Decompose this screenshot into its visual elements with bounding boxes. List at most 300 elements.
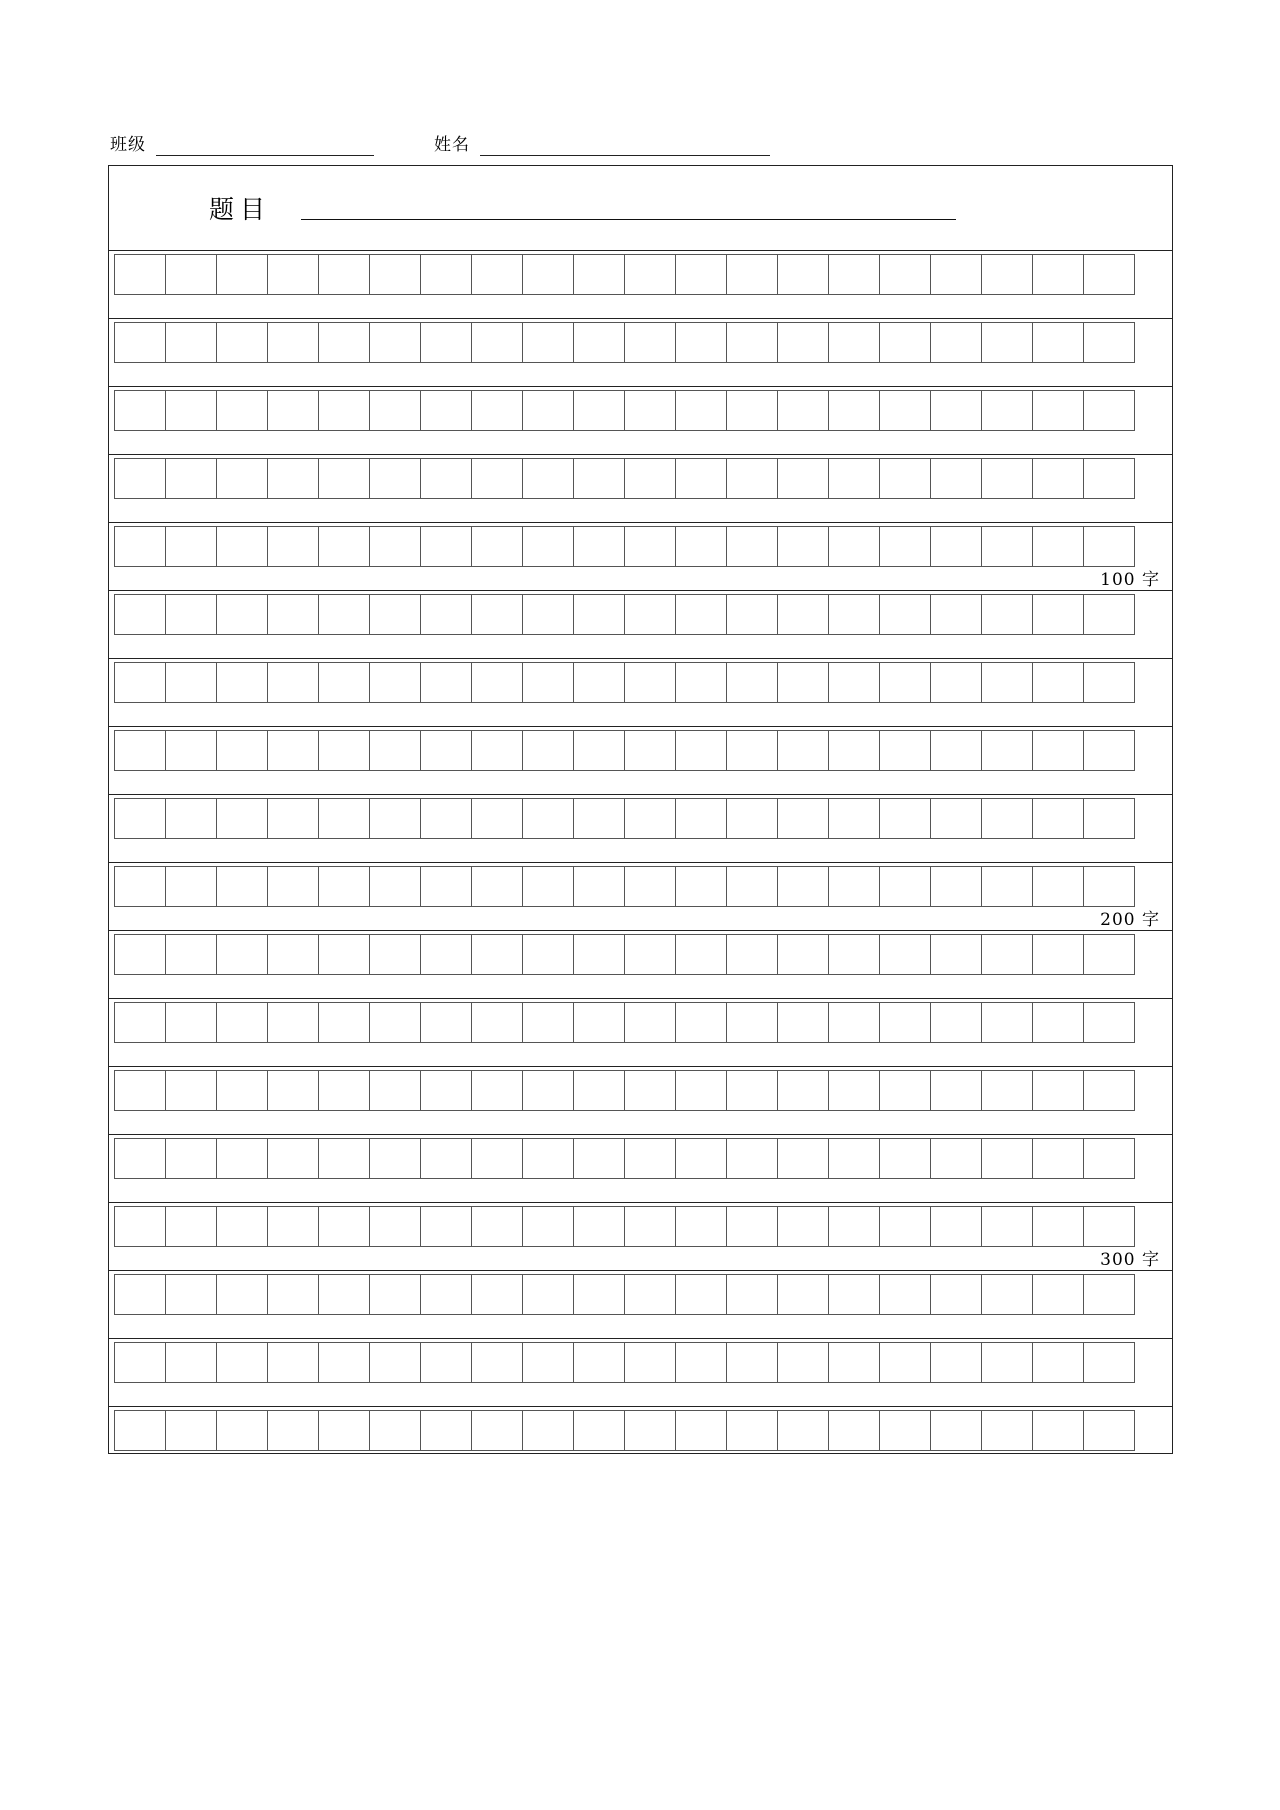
grid-cell[interactable] <box>522 254 574 295</box>
grid-cell[interactable] <box>573 1342 625 1383</box>
grid-cell[interactable] <box>1032 1070 1084 1111</box>
grid-cell[interactable] <box>1032 322 1084 363</box>
grid-cell[interactable] <box>675 1410 727 1451</box>
grid-cell[interactable] <box>1032 390 1084 431</box>
grid-cell[interactable] <box>1083 526 1135 567</box>
grid-cell[interactable] <box>267 1070 319 1111</box>
grid-cell[interactable] <box>318 322 370 363</box>
grid-cell[interactable] <box>420 662 472 703</box>
grid-cell[interactable] <box>777 1274 829 1315</box>
grid-cell[interactable] <box>981 526 1033 567</box>
grid-cell[interactable] <box>726 1410 778 1451</box>
grid-cell[interactable] <box>420 390 472 431</box>
grid-cell[interactable] <box>981 866 1033 907</box>
grid-cell[interactable] <box>624 1002 676 1043</box>
grid-cell[interactable] <box>420 1138 472 1179</box>
grid-cell[interactable] <box>420 594 472 635</box>
grid-cell[interactable] <box>675 662 727 703</box>
grid-cell[interactable] <box>267 798 319 839</box>
grid-cell[interactable] <box>777 662 829 703</box>
grid-cell[interactable] <box>1032 1274 1084 1315</box>
grid-cell[interactable] <box>777 1342 829 1383</box>
grid-cell[interactable] <box>828 866 880 907</box>
grid-cell[interactable] <box>981 254 1033 295</box>
grid-cell[interactable] <box>624 1138 676 1179</box>
grid-cell[interactable] <box>1083 1274 1135 1315</box>
grid-cell[interactable] <box>573 934 625 975</box>
grid-cell[interactable] <box>1032 934 1084 975</box>
grid-cell[interactable] <box>828 1274 880 1315</box>
grid-cell[interactable] <box>1032 730 1084 771</box>
grid-cell[interactable] <box>369 1342 421 1383</box>
grid-cell[interactable] <box>981 662 1033 703</box>
grid-cell[interactable] <box>165 390 217 431</box>
grid-cell[interactable] <box>522 662 574 703</box>
grid-cell[interactable] <box>522 322 574 363</box>
grid-cell[interactable] <box>573 390 625 431</box>
grid-cell[interactable] <box>879 594 931 635</box>
grid-cell[interactable] <box>675 458 727 499</box>
grid-cell[interactable] <box>879 1274 931 1315</box>
grid-cell[interactable] <box>981 1002 1033 1043</box>
grid-cell[interactable] <box>675 526 727 567</box>
grid-cell[interactable] <box>1083 1138 1135 1179</box>
grid-cell[interactable] <box>573 1206 625 1247</box>
grid-cell[interactable] <box>624 1070 676 1111</box>
grid-cell[interactable] <box>828 934 880 975</box>
grid-cell[interactable] <box>879 1206 931 1247</box>
grid-cell[interactable] <box>267 1342 319 1383</box>
grid-cell[interactable] <box>369 1138 421 1179</box>
grid-cell[interactable] <box>726 934 778 975</box>
grid-cell[interactable] <box>471 1274 523 1315</box>
grid-cell[interactable] <box>981 390 1033 431</box>
grid-cell[interactable] <box>879 526 931 567</box>
grid-cell[interactable] <box>318 1138 370 1179</box>
grid-cell[interactable] <box>624 594 676 635</box>
grid-cell[interactable] <box>471 662 523 703</box>
grid-cell[interactable] <box>624 1342 676 1383</box>
grid-cell[interactable] <box>420 1206 472 1247</box>
name-input-rule[interactable] <box>480 138 770 156</box>
grid-cell[interactable] <box>114 1206 166 1247</box>
grid-cell[interactable] <box>879 934 931 975</box>
grid-cell[interactable] <box>216 662 268 703</box>
grid-cell[interactable] <box>930 1070 982 1111</box>
grid-cell[interactable] <box>675 1138 727 1179</box>
grid-cell[interactable] <box>318 730 370 771</box>
grid-cell[interactable] <box>675 798 727 839</box>
grid-cell[interactable] <box>828 1342 880 1383</box>
grid-cell[interactable] <box>114 254 166 295</box>
grid-cell[interactable] <box>1032 594 1084 635</box>
grid-cell[interactable] <box>522 526 574 567</box>
grid-cell[interactable] <box>930 254 982 295</box>
grid-cell[interactable] <box>267 390 319 431</box>
grid-cell[interactable] <box>777 1138 829 1179</box>
grid-cell[interactable] <box>726 1206 778 1247</box>
grid-cell[interactable] <box>114 458 166 499</box>
grid-cell[interactable] <box>930 662 982 703</box>
grid-cell[interactable] <box>573 254 625 295</box>
grid-cell[interactable] <box>471 798 523 839</box>
grid-cell[interactable] <box>930 526 982 567</box>
grid-cell[interactable] <box>216 1002 268 1043</box>
grid-cell[interactable] <box>318 594 370 635</box>
grid-cell[interactable] <box>726 390 778 431</box>
grid-cell[interactable] <box>573 866 625 907</box>
grid-cell[interactable] <box>471 390 523 431</box>
grid-cell[interactable] <box>369 1206 421 1247</box>
grid-cell[interactable] <box>471 526 523 567</box>
grid-cell[interactable] <box>981 1274 1033 1315</box>
grid-cell[interactable] <box>369 1274 421 1315</box>
grid-cell[interactable] <box>369 866 421 907</box>
grid-cell[interactable] <box>675 1206 727 1247</box>
grid-cell[interactable] <box>828 458 880 499</box>
grid-cell[interactable] <box>1083 1342 1135 1383</box>
grid-cell[interactable] <box>369 1070 421 1111</box>
grid-cell[interactable] <box>114 1070 166 1111</box>
grid-cell[interactable] <box>573 1410 625 1451</box>
grid-cell[interactable] <box>930 390 982 431</box>
grid-cell[interactable] <box>624 1206 676 1247</box>
grid-cell[interactable] <box>777 866 829 907</box>
grid-cell[interactable] <box>1083 866 1135 907</box>
grid-cell[interactable] <box>777 730 829 771</box>
grid-cell[interactable] <box>165 934 217 975</box>
grid-cell[interactable] <box>369 1002 421 1043</box>
grid-cell[interactable] <box>879 866 931 907</box>
grid-cell[interactable] <box>369 526 421 567</box>
grid-cell[interactable] <box>522 866 574 907</box>
grid-cell[interactable] <box>1032 1002 1084 1043</box>
grid-cell[interactable] <box>420 526 472 567</box>
grid-cell[interactable] <box>1032 254 1084 295</box>
grid-cell[interactable] <box>114 594 166 635</box>
grid-cell[interactable] <box>675 1070 727 1111</box>
grid-cell[interactable] <box>471 866 523 907</box>
grid-cell[interactable] <box>828 1138 880 1179</box>
grid-cell[interactable] <box>828 730 880 771</box>
grid-cell[interactable] <box>369 934 421 975</box>
grid-cell[interactable] <box>165 866 217 907</box>
grid-cell[interactable] <box>369 458 421 499</box>
grid-cell[interactable] <box>879 458 931 499</box>
grid-cell[interactable] <box>471 1138 523 1179</box>
grid-cell[interactable] <box>981 594 1033 635</box>
grid-cell[interactable] <box>777 934 829 975</box>
grid-cell[interactable] <box>216 458 268 499</box>
grid-cell[interactable] <box>879 1342 931 1383</box>
grid-cell[interactable] <box>471 1410 523 1451</box>
grid-cell[interactable] <box>930 1206 982 1247</box>
grid-cell[interactable] <box>522 798 574 839</box>
grid-cell[interactable] <box>624 934 676 975</box>
grid-cell[interactable] <box>777 1206 829 1247</box>
grid-cell[interactable] <box>879 1410 931 1451</box>
grid-cell[interactable] <box>1032 662 1084 703</box>
grid-cell[interactable] <box>471 594 523 635</box>
grid-cell[interactable] <box>522 1274 574 1315</box>
grid-cell[interactable] <box>165 1070 217 1111</box>
grid-cell[interactable] <box>930 798 982 839</box>
grid-cell[interactable] <box>726 866 778 907</box>
grid-cell[interactable] <box>369 322 421 363</box>
grid-cell[interactable] <box>777 1002 829 1043</box>
grid-cell[interactable] <box>114 390 166 431</box>
grid-cell[interactable] <box>1083 1002 1135 1043</box>
grid-cell[interactable] <box>318 1410 370 1451</box>
grid-cell[interactable] <box>1032 866 1084 907</box>
grid-cell[interactable] <box>369 390 421 431</box>
grid-cell[interactable] <box>1083 730 1135 771</box>
grid-cell[interactable] <box>1032 1410 1084 1451</box>
grid-cell[interactable] <box>114 1002 166 1043</box>
grid-cell[interactable] <box>114 526 166 567</box>
grid-cell[interactable] <box>114 798 166 839</box>
grid-cell[interactable] <box>726 1138 778 1179</box>
grid-cell[interactable] <box>420 934 472 975</box>
grid-cell[interactable] <box>828 1410 880 1451</box>
grid-cell[interactable] <box>114 322 166 363</box>
grid-cell[interactable] <box>420 866 472 907</box>
grid-cell[interactable] <box>216 390 268 431</box>
grid-cell[interactable] <box>981 730 1033 771</box>
grid-cell[interactable] <box>777 594 829 635</box>
grid-cell[interactable] <box>267 1002 319 1043</box>
grid-cell[interactable] <box>675 322 727 363</box>
grid-cell[interactable] <box>930 866 982 907</box>
grid-cell[interactable] <box>318 458 370 499</box>
grid-cell[interactable] <box>318 1342 370 1383</box>
grid-cell[interactable] <box>165 730 217 771</box>
grid-cell[interactable] <box>114 730 166 771</box>
grid-cell[interactable] <box>930 1410 982 1451</box>
grid-cell[interactable] <box>165 1206 217 1247</box>
grid-cell[interactable] <box>522 1206 574 1247</box>
grid-cell[interactable] <box>471 1342 523 1383</box>
grid-cell[interactable] <box>573 458 625 499</box>
grid-cell[interactable] <box>420 1002 472 1043</box>
grid-cell[interactable] <box>471 254 523 295</box>
grid-cell[interactable] <box>1083 1206 1135 1247</box>
grid-cell[interactable] <box>522 1070 574 1111</box>
grid-cell[interactable] <box>267 526 319 567</box>
grid-cell[interactable] <box>1083 594 1135 635</box>
grid-cell[interactable] <box>828 1070 880 1111</box>
grid-cell[interactable] <box>216 254 268 295</box>
grid-cell[interactable] <box>216 1342 268 1383</box>
grid-cell[interactable] <box>981 458 1033 499</box>
grid-cell[interactable] <box>573 730 625 771</box>
grid-cell[interactable] <box>165 526 217 567</box>
grid-cell[interactable] <box>981 1070 1033 1111</box>
grid-cell[interactable] <box>726 730 778 771</box>
grid-cell[interactable] <box>318 1002 370 1043</box>
grid-cell[interactable] <box>369 662 421 703</box>
grid-cell[interactable] <box>420 322 472 363</box>
grid-cell[interactable] <box>267 254 319 295</box>
grid-cell[interactable] <box>114 1410 166 1451</box>
grid-cell[interactable] <box>675 390 727 431</box>
grid-cell[interactable] <box>318 798 370 839</box>
grid-cell[interactable] <box>369 254 421 295</box>
grid-cell[interactable] <box>471 730 523 771</box>
grid-cell[interactable] <box>726 662 778 703</box>
grid-cell[interactable] <box>165 798 217 839</box>
grid-cell[interactable] <box>522 458 574 499</box>
grid-cell[interactable] <box>981 322 1033 363</box>
grid-cell[interactable] <box>318 390 370 431</box>
grid-cell[interactable] <box>165 254 217 295</box>
grid-cell[interactable] <box>981 1206 1033 1247</box>
grid-cell[interactable] <box>522 1342 574 1383</box>
grid-cell[interactable] <box>828 1206 880 1247</box>
grid-cell[interactable] <box>777 1410 829 1451</box>
grid-cell[interactable] <box>777 798 829 839</box>
grid-cell[interactable] <box>267 934 319 975</box>
grid-cell[interactable] <box>1032 458 1084 499</box>
grid-cell[interactable] <box>471 1206 523 1247</box>
grid-cell[interactable] <box>420 798 472 839</box>
grid-cell[interactable] <box>624 1410 676 1451</box>
grid-cell[interactable] <box>267 1410 319 1451</box>
grid-cell[interactable] <box>471 1002 523 1043</box>
grid-cell[interactable] <box>573 1002 625 1043</box>
grid-cell[interactable] <box>369 730 421 771</box>
grid-cell[interactable] <box>318 934 370 975</box>
grid-cell[interactable] <box>165 594 217 635</box>
grid-cell[interactable] <box>573 1138 625 1179</box>
grid-cell[interactable] <box>165 458 217 499</box>
grid-cell[interactable] <box>1032 1206 1084 1247</box>
grid-cell[interactable] <box>267 322 319 363</box>
grid-cell[interactable] <box>216 730 268 771</box>
grid-cell[interactable] <box>216 1138 268 1179</box>
grid-cell[interactable] <box>1083 458 1135 499</box>
grid-cell[interactable] <box>879 730 931 771</box>
grid-cell[interactable] <box>828 662 880 703</box>
class-input-rule[interactable] <box>156 138 374 156</box>
grid-cell[interactable] <box>624 662 676 703</box>
grid-cell[interactable] <box>1083 322 1135 363</box>
grid-cell[interactable] <box>318 254 370 295</box>
grid-cell[interactable] <box>471 934 523 975</box>
grid-cell[interactable] <box>879 1002 931 1043</box>
grid-cell[interactable] <box>981 1138 1033 1179</box>
grid-cell[interactable] <box>675 254 727 295</box>
grid-cell[interactable] <box>879 1070 931 1111</box>
grid-cell[interactable] <box>114 1342 166 1383</box>
grid-cell[interactable] <box>420 730 472 771</box>
grid-cell[interactable] <box>165 322 217 363</box>
grid-cell[interactable] <box>930 458 982 499</box>
grid-cell[interactable] <box>573 322 625 363</box>
grid-cell[interactable] <box>573 662 625 703</box>
grid-cell[interactable] <box>318 662 370 703</box>
grid-cell[interactable] <box>828 1002 880 1043</box>
grid-cell[interactable] <box>522 1002 574 1043</box>
grid-cell[interactable] <box>573 1070 625 1111</box>
grid-cell[interactable] <box>879 1138 931 1179</box>
grid-cell[interactable] <box>930 1274 982 1315</box>
grid-cell[interactable] <box>165 662 217 703</box>
grid-cell[interactable] <box>471 1070 523 1111</box>
grid-cell[interactable] <box>624 798 676 839</box>
grid-cell[interactable] <box>114 934 166 975</box>
grid-cell[interactable] <box>318 526 370 567</box>
grid-cell[interactable] <box>981 1342 1033 1383</box>
grid-cell[interactable] <box>420 1274 472 1315</box>
grid-cell[interactable] <box>267 1274 319 1315</box>
grid-cell[interactable] <box>879 390 931 431</box>
grid-cell[interactable] <box>216 866 268 907</box>
grid-cell[interactable] <box>522 730 574 771</box>
grid-cell[interactable] <box>216 934 268 975</box>
grid-cell[interactable] <box>165 1002 217 1043</box>
grid-cell[interactable] <box>726 798 778 839</box>
grid-cell[interactable] <box>522 934 574 975</box>
grid-cell[interactable] <box>369 798 421 839</box>
grid-cell[interactable] <box>675 866 727 907</box>
grid-cell[interactable] <box>216 1206 268 1247</box>
grid-cell[interactable] <box>726 458 778 499</box>
grid-cell[interactable] <box>522 1138 574 1179</box>
grid-cell[interactable] <box>267 662 319 703</box>
grid-cell[interactable] <box>471 458 523 499</box>
grid-cell[interactable] <box>1083 1070 1135 1111</box>
grid-cell[interactable] <box>726 1342 778 1383</box>
grid-cell[interactable] <box>420 458 472 499</box>
grid-cell[interactable] <box>267 1206 319 1247</box>
grid-cell[interactable] <box>114 866 166 907</box>
grid-cell[interactable] <box>369 1410 421 1451</box>
grid-cell[interactable] <box>777 254 829 295</box>
grid-cell[interactable] <box>879 662 931 703</box>
grid-cell[interactable] <box>930 1002 982 1043</box>
grid-cell[interactable] <box>624 730 676 771</box>
grid-cell[interactable] <box>165 1274 217 1315</box>
grid-cell[interactable] <box>624 390 676 431</box>
grid-cell[interactable] <box>1083 1410 1135 1451</box>
grid-cell[interactable] <box>828 526 880 567</box>
grid-cell[interactable] <box>114 1138 166 1179</box>
grid-cell[interactable] <box>1032 1342 1084 1383</box>
grid-cell[interactable] <box>1032 1138 1084 1179</box>
grid-cell[interactable] <box>930 1138 982 1179</box>
grid-cell[interactable] <box>777 322 829 363</box>
grid-cell[interactable] <box>675 934 727 975</box>
grid-cell[interactable] <box>930 1342 982 1383</box>
grid-cell[interactable] <box>1032 798 1084 839</box>
grid-cell[interactable] <box>930 934 982 975</box>
grid-cell[interactable] <box>114 662 166 703</box>
grid-cell[interactable] <box>777 390 829 431</box>
grid-cell[interactable] <box>369 594 421 635</box>
grid-cell[interactable] <box>318 1206 370 1247</box>
class-field[interactable] <box>110 135 374 156</box>
grid-cell[interactable] <box>573 526 625 567</box>
grid-cell[interactable] <box>471 322 523 363</box>
grid-cell[interactable] <box>777 526 829 567</box>
grid-cell[interactable] <box>1083 254 1135 295</box>
grid-cell[interactable] <box>573 1274 625 1315</box>
grid-cell[interactable] <box>624 526 676 567</box>
grid-cell[interactable] <box>981 934 1033 975</box>
grid-cell[interactable] <box>318 866 370 907</box>
grid-cell[interactable] <box>726 1274 778 1315</box>
